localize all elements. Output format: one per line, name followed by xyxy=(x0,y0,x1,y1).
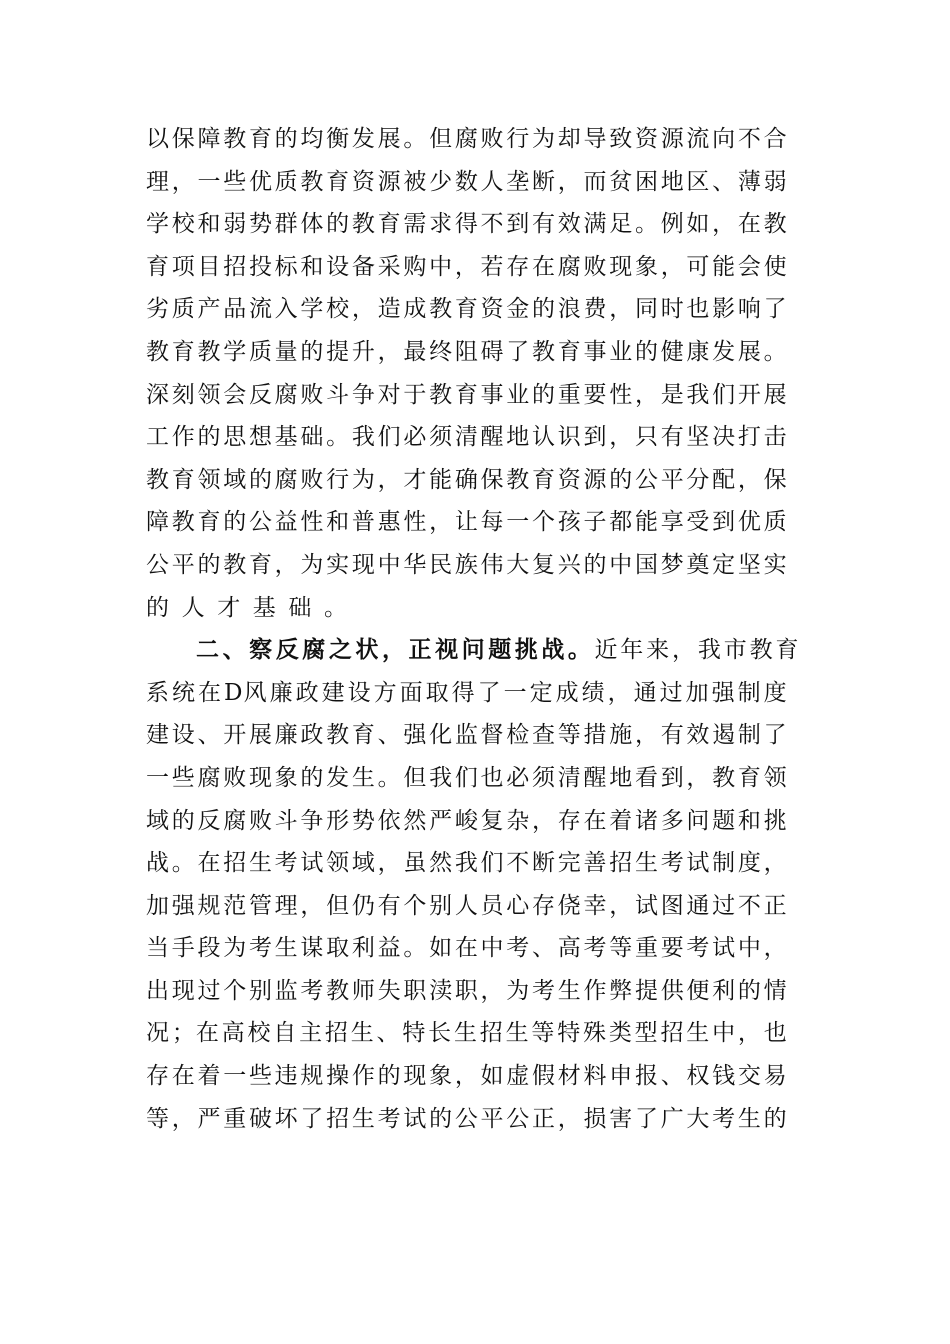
text-line: 工 作 的 思 想 基 础 。 我 们 必 须 清 醒 地 认 识 到 ， 只 有 坚 决 打 击 xyxy=(146,424,787,451)
text-line: 以 保 障 教 育 的 均 衡 发 展 。 但 腐 败 行 为 却 导 致 资 源 流 向 不 合 xyxy=(146,126,787,152)
text-line: 公 平 的 教 育 ， 为 实 现 中 华 民 族 伟 大 复 兴 的 中 国 梦 奠 定 坚 实 xyxy=(146,551,787,578)
text-line: 教 育 领 域 的 腐 败 行 为 ， 才 能 确 保 教 育 资 源 的 公 平 分 配 ， 保 xyxy=(146,466,787,493)
section-lead-text: 近 年 来 ， 我 市 教 育 xyxy=(594,637,799,664)
text-line: 育 项 目 招 投 标 和 设 备 采 购 中 ， 若 存 在 腐 败 现 象 ， 可 能 会 使 xyxy=(146,253,787,280)
text-line: 一 些 腐 败 现 象 的 发 生 。 但 我 们 也 必 须 清 醒 地 看 到 ， 教 育 领 xyxy=(146,764,787,791)
text-line: 教 育 教 学 质 量 的 提 升 ， 最 终 阻 碍 了 教 育 事 业 的 健 康 发 展 。 xyxy=(146,338,787,365)
section-heading-line xyxy=(146,629,804,672)
text-line: 加 强 规 范 管 理 ， 但 仍 有 个 别 人 员 心 存 侥 幸 ， 试 图 通 过 不 正 xyxy=(146,892,787,919)
text-line: 学 校 和 弱 势 群 体 的 教 育 需 求 得 不 到 有 效 满 足 。 例 如 ， 在 教 xyxy=(146,211,787,238)
text-line: 建 设 、 开 展 廉 政 教 育 、 强 化 监 督 检 查 等 措 施 ， 有 效 遏 制 了 xyxy=(146,722,787,749)
text-line: 域 的 反 腐 败 斗 争 形 势 依 然 严 峻 复 杂 ， 存 在 着 诸 多 问 题 和 挑 xyxy=(146,807,787,834)
section-heading: 二 、 察 反 腐 之 状 ， 正 视 问 题 挑 战 。 xyxy=(196,637,593,664)
text-line: 等 ， 严 重 破 坏 了 招 生 考 试 的 公 平 公 正 ， 损 害 了 广 大 考 生 的 xyxy=(146,1105,787,1132)
text-line: 出 现 过 个 别 监 考 教 师 失 职 渎 职 ， 为 考 生 作 弊 提 供 便 利 的 情 xyxy=(146,977,787,1004)
text-line: 系 统 在 D 风 廉 政 建 设 方 面 取 得 了 一 定 成 绩 ， 通 过 加 强 制 度 xyxy=(146,679,787,706)
text-line: 的人才基础。 xyxy=(146,594,360,621)
text-line: 战 。 在 招 生 考 试 领 域 ， 虽 然 我 们 不 断 完 善 招 生 考 试 制 度 ， xyxy=(146,850,787,877)
text-line: 劣 质 产 品 流 入 学 校 ， 造 成 教 育 资 金 的 浪 费 ， 同 时 也 影 响 了 xyxy=(146,296,787,323)
text-line: 存 在 着 一 些 违 规 操 作 的 现 象 ， 如 虚 假 材 料 申 报 、 权 钱 交 易 xyxy=(146,1063,787,1090)
text-line: 深 刻 领 会 反 腐 败 斗 争 对 于 教 育 事 业 的 重 要 性 ， 是 我 们 开 展 xyxy=(146,381,787,408)
text-line: 理 ， 一 些 优 质 教 育 资 源 被 少 数 人 垄 断 ， 而 贫 困 地 区 、 薄 弱 xyxy=(146,168,787,195)
text-line: 况 ； 在 高 校 自 主 招 生 、 特 长 生 招 生 等 特 殊 类 型 招 生 中 ， 也 xyxy=(146,1020,787,1047)
text-line: 当 手 段 为 考 生 谋 取 利 益 。 如 在 中 考 、 高 考 等 重 要 考 试 中 ， xyxy=(146,935,787,962)
document-body xyxy=(146,118,804,1140)
text-line: 障 教 育 的 公 益 性 和 普 惠 性 ， 让 每 一 个 孩 子 都 能 享 受 到 优 质 xyxy=(146,509,787,536)
